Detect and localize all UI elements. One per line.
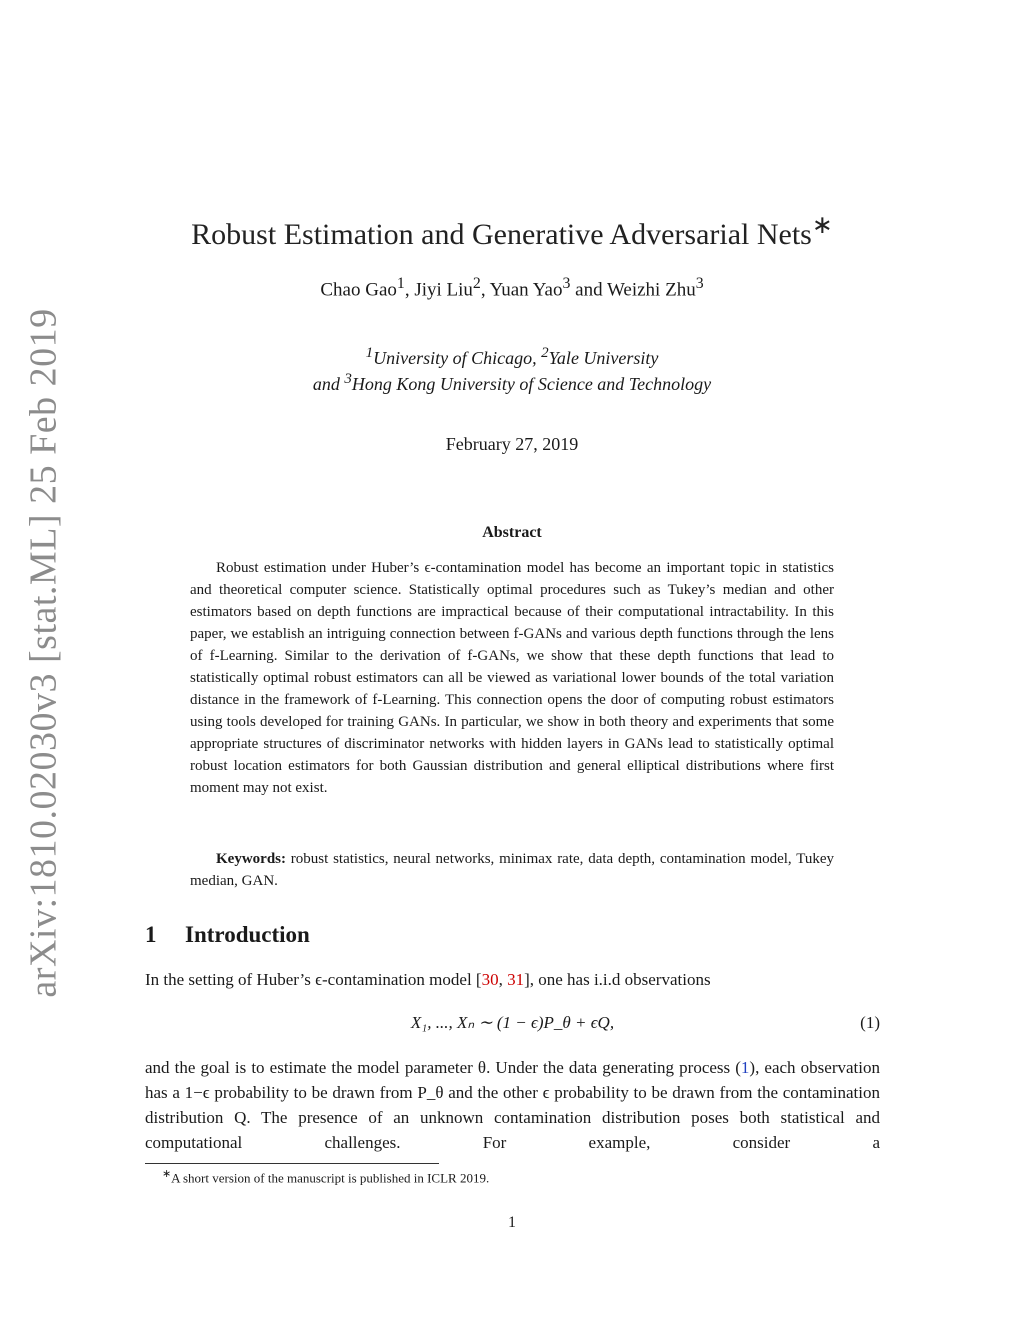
affiliation-prefix: and [312,374,345,394]
equation-content: X₁, ..., Xₙ ∼ (1 − ϵ)P_θ + ϵQ, [410,1013,615,1032]
author-separator: , [480,279,490,301]
keywords-paragraph [190,848,834,892]
equation-1 [145,1013,880,1037]
affiliation-institution: Hong Kong University of Science and Technology [351,374,712,394]
keywords-label: Keywords: [216,851,286,867]
author-list [0,275,1024,301]
affiliation-marker: 1 [365,345,374,361]
author-separator: , [404,279,415,301]
author-name: Chao Gao [320,279,397,301]
author-affiliation-marker: 2 [472,275,481,292]
author-affiliation-marker: 1 [396,275,405,292]
footnote-text: A short version of the manuscript is published in ICLR 2019. [171,1170,490,1186]
equation-number: (1) [860,1013,880,1032]
citation-link[interactable]: 30 [481,970,499,989]
abstract-body: Robust estimation under Huber’s ϵ-contamination model has become an important topic in statistics and theoretical computer science. Statistically optimal procedures such as Tukey’s median and other estimators based on depth functions are impractical because of their computational intractability. In this paper, we establish an intriguing connection between f-GANs and various depth functions through the lens of f-Learning. Similar to the derivation of f-GANs, we show that these depth functions that lead to statistically optimal robust estimators can all be viewed as variational lower bounds of the total variation distance in the framework of f-Learning. This connection opens the door of computing robust estimators using tools developed for training GANs. In particular, we show in both theory and experiments that some appropriate structures of discriminator networks with hidden layers in GANs lead to statistically optimal robust location estimators for both Gaussian distribution and general elliptical distributions where first moment may not exist. [190,560,834,796]
author-affiliation-marker: 3 [695,275,704,292]
affiliation-marker: 3 [344,371,352,387]
title-footnote-marker: ∗ [811,212,833,239]
abstract-heading: Abstract [482,524,542,541]
section-heading-introduction [145,922,310,948]
paper-title-text: Robust Estimation and Generative Adversarial Nets [191,218,812,251]
keywords-list: robust statistics, neural networks, minimax rate, data depth, contamination model, Tukey median, GAN. [190,851,834,889]
author-affiliation-marker: 3 [562,275,571,292]
footnote-marker: ∗ [162,1168,172,1180]
intro-text: ), each observation has a 1−ϵ probability to be drawn from P_θ and the other ϵ probability to be drawn from the contamination distribution Q. The presence of an unknown contamination distribution poses both statistical and computational challenges. For example, consider a [145,1058,880,1152]
paper-title [0,210,1024,252]
affiliation-institution: Yale University [548,348,659,368]
affiliation-line-2 [0,371,1024,395]
publication-date: February 27, 2019 [445,434,579,454]
author-separator: and [570,279,607,301]
equation-reference-link[interactable]: 1 [740,1058,750,1077]
affiliation-institution: University of Chicago, [373,348,542,368]
page-number: 1 [508,1214,516,1231]
author-name: Weizhi Zhu [607,279,696,301]
author-name: Yuan Yao [489,279,563,301]
arxiv-identifier-text: arXiv:1810.02030v3 [stat.ML] 25 Feb 2019 [23,307,65,998]
intro-paragraph-2 [145,1055,880,1155]
section-title: Introduction [185,922,310,947]
affiliation-marker: 2 [541,345,549,361]
footnote-divider [145,1163,439,1164]
intro-text: and the goal is to estimate the model parameter θ. Under the data generating process ( [145,1058,741,1077]
affiliation-line-1 [0,345,1024,369]
section-number: 1 [145,922,157,947]
citation-link[interactable]: 31 [507,970,525,989]
citation-separator: , [498,970,508,989]
footnote [162,1167,489,1186]
intro-paragraph-1 [145,970,880,990]
intro-text: In the setting of Huber’s ϵ-contamination model [ [145,970,482,989]
author-name: Jiyi Liu [414,279,473,301]
intro-text: ], one has i.i.d observations [524,970,711,989]
